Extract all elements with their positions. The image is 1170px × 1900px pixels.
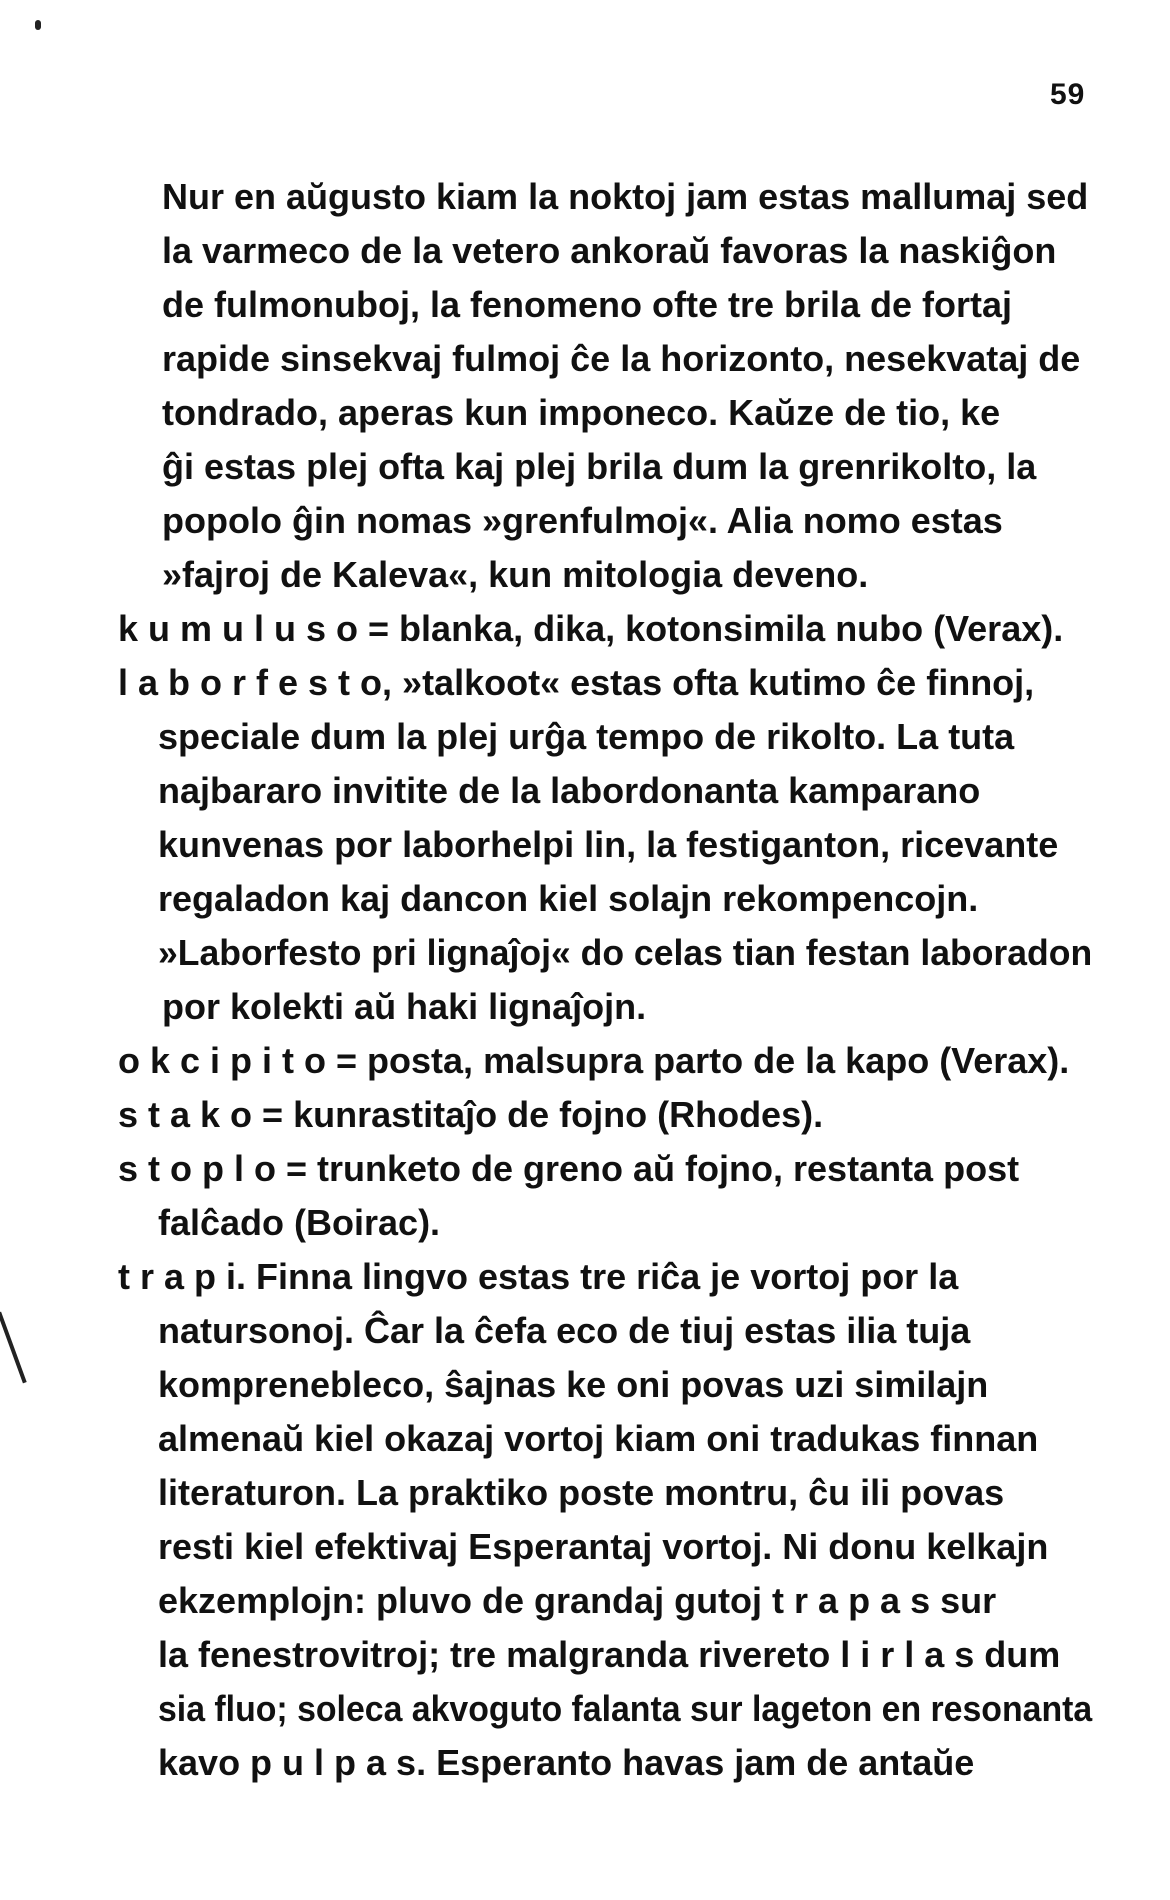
text-line: regaladon kaj dancon kiel solajn rekompencojn.	[158, 878, 979, 919]
page-number: 59	[1050, 78, 1086, 111]
glossary-entry-okcipito: o k c i p i t o = posta, malsupra parto de la kapo (Verax).	[118, 1040, 1070, 1081]
text-line: najbararo invitite de la labordonanta kamparano	[158, 770, 981, 811]
text-line: ekzemplojn: pluvo de grandaj gutoj t r a p a s sur	[158, 1580, 997, 1621]
text-line: komprenebleco, ŝajnas ke oni povas uzi similajn	[158, 1364, 989, 1405]
text-line: sia fluo; soleca akvoguto falanta sur lageton en resonanta	[158, 1688, 1093, 1729]
text-line: almenaŭ kiel okazaj vortoj kiam oni tradukas finnan	[158, 1418, 1039, 1459]
text-line: literaturon. La praktiko poste montru, ĉu ili povas	[158, 1472, 1005, 1513]
text-line: »Laborfesto pri lignaĵoj« do celas tian festan laboradon	[158, 932, 1093, 973]
text-line: ĝi estas plej ofta kaj plej brila dum la grenrikolto, la	[162, 446, 1037, 487]
text-line: falĉado (Boirac).	[158, 1202, 441, 1243]
text-line: rapide sinsekvaj fulmoj ĉe la horizonto, nesekvataj de	[162, 338, 1081, 379]
text-line: la fenestrovitroj; tre malgranda rivereto l i r l a s dum	[158, 1634, 1061, 1675]
text-line: la varmeco de la vetero ankoraŭ favoras la naskiĝon	[162, 230, 1057, 271]
text-line: de fulmonuboj, la fenomeno ofte tre brila de fortaj	[162, 284, 1013, 325]
text-line: Nur en aŭgusto kiam la noktoj jam estas mallumaj sed	[162, 176, 1089, 217]
glossary-entry-laborfesto: l a b o r f e s t o, »talkoot« estas ofta kutimo ĉe finnoj,	[118, 662, 1035, 703]
text-line: popolo ĝin nomas »grenfulmoj«. Alia nomo estas	[162, 500, 1003, 541]
glossary-entry-trapi: t r a p i. Finna lingvo estas tre riĉa je vortoj por la	[118, 1256, 959, 1297]
text-line: tondrado, aperas kun imponeco. Kaŭze de tio, ke	[162, 392, 1001, 433]
margin-mark	[0, 1312, 27, 1384]
text-line: »fajroj de Kaleva«, kun mitologia deveno.	[162, 554, 869, 595]
text-line: kunvenas por laborhelpi lin, la festiganton, ricevante	[158, 824, 1059, 865]
margin-dot	[35, 20, 41, 30]
text-line: natursonoj. Ĉar la ĉefa eco de tiuj estas ilia tuja	[158, 1310, 971, 1351]
glossary-entry-kumuluso: k u m u l u s o = blanka, dika, kotonsimila nubo (Verax).	[118, 608, 1064, 649]
text-line: resti kiel efektivaj Esperantaj vortoj. Ni donu kelkajn	[158, 1526, 1049, 1567]
text-line: kavo p u l p a s. Esperanto havas jam de antaŭe	[158, 1742, 975, 1783]
text-line: speciale dum la plej urĝa tempo de rikolto. La tuta	[158, 716, 1015, 757]
glossary-entry-stako: s t a k o = kunrastitaĵo de fojno (Rhodes).	[118, 1094, 824, 1135]
glossary-entry-stoplo: s t o p l o = trunketo de greno aŭ fojno, restanta post	[118, 1148, 1020, 1189]
text-line: por kolekti aŭ haki lignaĵojn.	[162, 986, 647, 1027]
